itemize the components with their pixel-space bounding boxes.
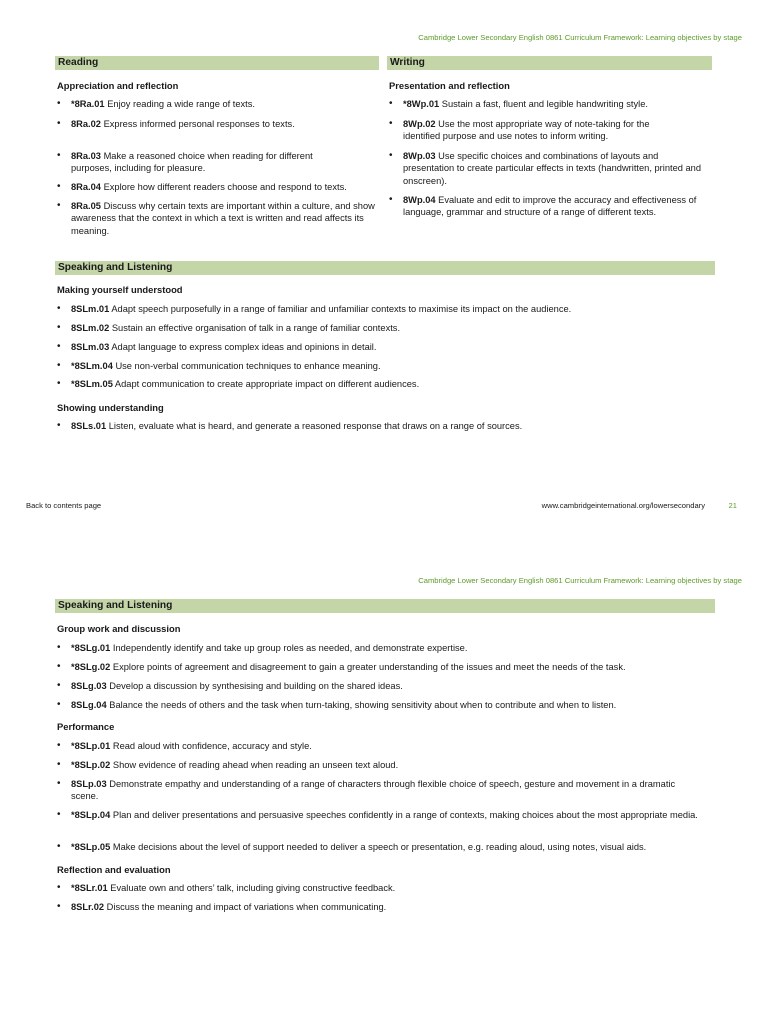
objective-item: • *8SLg.01 Independently identify and take up group roles as needed, and demonstrate expertise. — [55, 642, 735, 654]
speaking-listening-heading: Speaking and Listening — [55, 599, 715, 613]
writing-heading: Writing — [387, 56, 712, 70]
objective-item: • 8SLm.03 Adapt language to express complex ideas and opinions in detail. — [55, 341, 735, 353]
back-to-contents-link[interactable]: Back to contents page — [26, 501, 102, 510]
objective-item: • 8SLg.04 Balance the needs of others and the task when turn-taking, showing sensitivity about when to contribute and when to listen. — [55, 699, 735, 711]
objective-item: • 8SLm.01 Adapt speech purposefully in a range of familiar and unfamiliar contexts to maximise its impact on the audience. — [55, 303, 735, 315]
objective-item: • 8SLm.02 Sustain an effective organisation of talk in a range of familiar contexts. — [55, 322, 735, 334]
objective-item: • *8Ra.01 Enjoy reading a wide range of texts. — [55, 98, 379, 110]
objective-item: • 8SLr.02 Discuss the meaning and impact of variations when communicating. — [55, 901, 735, 913]
appreciation-subheading: Appreciation and reflection — [57, 80, 179, 91]
reading-heading: Reading — [55, 56, 379, 70]
running-header: Cambridge Lower Secondary English 0861 Curriculum Framework: Learning objectives by stage — [418, 33, 742, 42]
objective-item: • 8Wp.03 Use specific choices and combinations of layouts and presentation to create particular effects in texts (handwritten, printed and onscreen). — [387, 150, 712, 187]
performance-subheading: Performance — [57, 721, 115, 732]
objective-item: • *8SLm.05 Adapt communication to create appropriate impact on different audiences. — [55, 378, 735, 390]
making-understood-subheading: Making yourself understood — [57, 284, 183, 295]
objective-item: • 8SLp.03 Demonstrate empathy and understanding of a range of characters through flexible choice of speech, gesture and movement in a dramatic scene. — [55, 778, 705, 803]
objective-item: • *8SLm.04 Use non-verbal communication techniques to enhance meaning. — [55, 360, 735, 372]
group-work-subheading: Group work and discussion — [57, 623, 181, 634]
reflection-subheading: Reflection and evaluation — [57, 864, 171, 875]
objective-item: • *8SLr.01 Evaluate own and others’ talk, including giving constructive feedback. — [55, 882, 735, 894]
objective-item: • 8Wp.02 Use the most appropriate way of note-taking for the identified purpose and use notes to inform writing. — [387, 118, 687, 143]
presentation-subheading: Presentation and reflection — [389, 80, 510, 91]
objective-item: • *8SLp.04 Plan and deliver presentations and persuasive speeches confidently in a range of contexts, making choices about the most appropriate media. — [55, 809, 705, 821]
running-header: Cambridge Lower Secondary English 0861 Curriculum Framework: Learning objectives by stage — [418, 576, 742, 585]
speaking-listening-heading: Speaking and Listening — [55, 261, 715, 275]
objective-item: • 8Ra.05 Discuss why certain texts are important within a culture, and show awareness that the context in which a text is written and read affects its meaning. — [55, 200, 379, 237]
page-number: 21 — [728, 501, 737, 510]
objective-item: • 8Ra.03 Make a reasoned choice when reading for different purposes, including for pleasure. — [55, 150, 355, 175]
showing-understanding-subheading: Showing understanding — [57, 402, 164, 413]
objective-item: • *8SLg.02 Explore points of agreement and disagreement to gain a greater understanding of the issues and meet the needs of the task. — [55, 661, 735, 673]
objective-item: • 8SLg.03 Develop a discussion by synthesising and building on the shared ideas. — [55, 680, 735, 692]
website-url[interactable]: www.cambridgeinternational.org/lowersecondary — [541, 501, 705, 510]
objective-item: • *8Wp.01 Sustain a fast, fluent and legible handwriting style. — [387, 98, 712, 110]
objective-item: • *8SLp.01 Read aloud with confidence, accuracy and style. — [55, 740, 735, 752]
objective-item: • 8Ra.02 Express informed personal responses to texts. — [55, 118, 379, 130]
objective-item: • 8SLs.01 Listen, evaluate what is heard, and generate a reasoned response that draws on a range of sources. — [55, 420, 735, 432]
objective-item: • *8SLp.02 Show evidence of reading ahead when reading an unseen text aloud. — [55, 759, 735, 771]
objective-item: • *8SLp.05 Make decisions about the level of support needed to deliver a speech or presentation, e.g. reading aloud, using notes, visual aids. — [55, 841, 745, 853]
objective-item: • 8Wp.04 Evaluate and edit to improve the accuracy and effectiveness of language, grammar and structure of a range of different texts. — [387, 194, 717, 219]
objective-item: • 8Ra.04 Explore how different readers choose and respond to texts. — [55, 181, 379, 193]
